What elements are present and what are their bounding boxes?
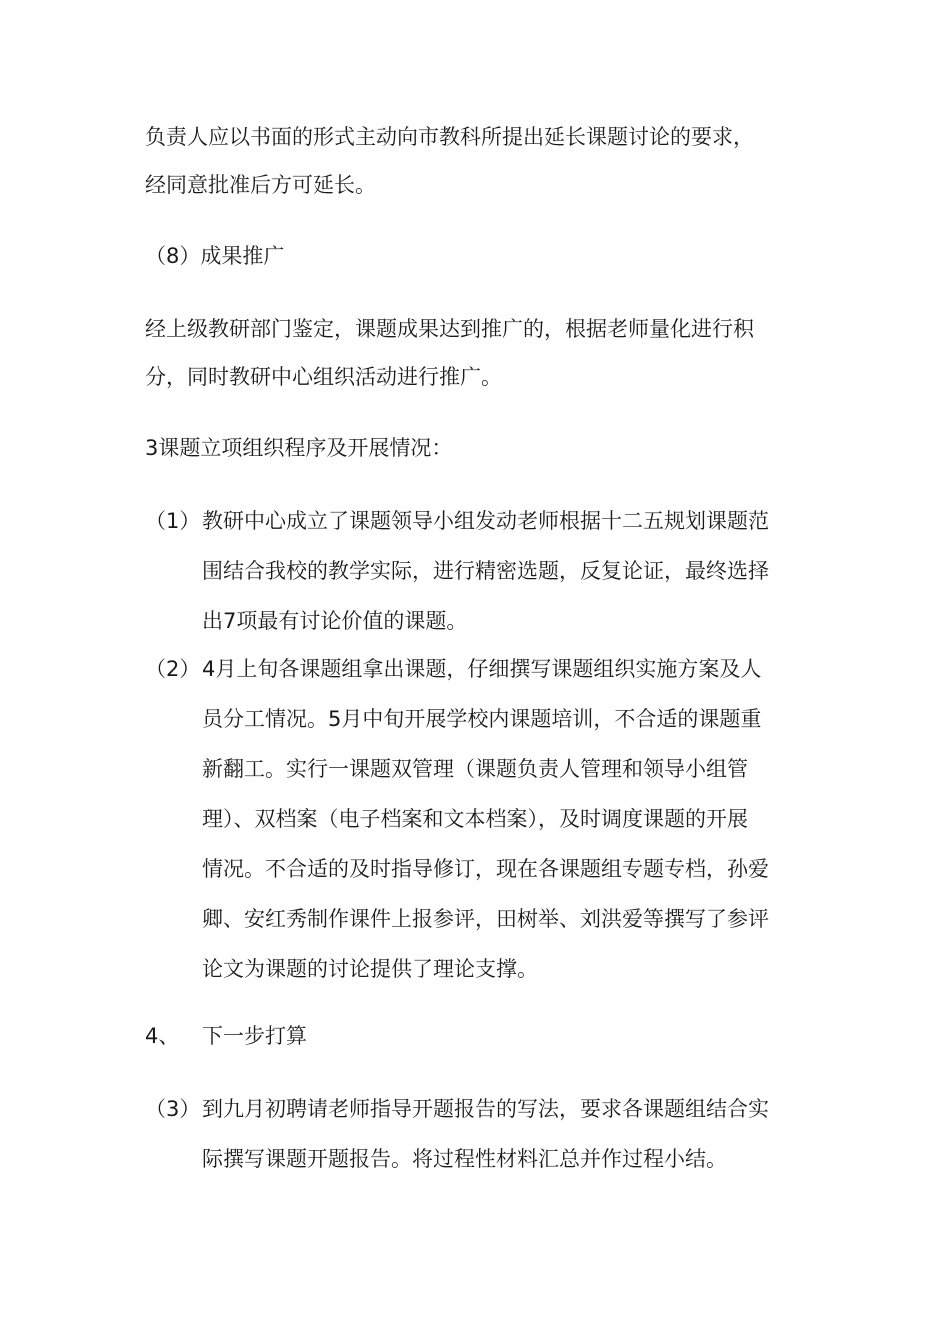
list-item-line: 卿、安红秀制作课件上报参评，田树举、刘洪爱等撰写了参评 (202, 907, 769, 931)
paragraph-line: 负责人应以书面的形式主动向市教科所提出延长课题讨论的要求， (145, 125, 754, 149)
list-item-line: 出7项最有讨论价值的课题。 (202, 609, 468, 633)
heading-marker: 4、 (145, 1024, 180, 1048)
heading-text: 下一步打算 (202, 1024, 307, 1048)
list-item-marker: （1） (145, 509, 201, 533)
heading-project-procedure: 3课题立项组织程序及开展情况： (145, 436, 453, 460)
list-item-marker: （2） (145, 657, 201, 681)
paragraph-results-promotion (145, 305, 815, 401)
paragraph-extension-requirement (145, 113, 815, 209)
paragraph-line: 经同意批准后方可延长。 (145, 173, 376, 197)
list-item-line: 到九月初聘请老师指导开题报告的写法，要求各课题组结合实 (202, 1097, 769, 1121)
list-item-line: 新翻工。实行一课题双管理（课题负责人管理和领导小组管 (202, 757, 748, 781)
heading-results-promotion: （8）成果推广 (145, 244, 285, 268)
list-item-line: 情况。不合适的及时指导修订，现在各课题组专题专档，孙爱 (202, 857, 769, 881)
list-item-body (202, 644, 815, 994)
list-item-marker: （3） (145, 1097, 201, 1121)
list-item-body (202, 1084, 815, 1184)
list-item-line: 围结合我校的教学实际，进行精密选题，反复论证，最终选择 (202, 559, 769, 583)
list-item-line: 4月上旬各课题组拿出课题，仔细撰写课题组织实施方案及人 (202, 657, 762, 681)
heading-text-wrap (202, 1011, 815, 1061)
list-item-line: 教研中心成立了课题领导小组发动老师根据十二五规划课题范 (202, 509, 769, 533)
list-item-line: 论文为课题的讨论提供了理论支撑。 (202, 957, 538, 981)
list-item-line: 理）、双档案（电子档案和文本档案），及时调度课题的开展 (202, 807, 748, 831)
paragraph-line: 分，同时教研中心组织活动进行推广。 (145, 365, 502, 389)
list-item-line: 员分工情况。5月中旬开展学校内课题培训，不合适的课题重 (202, 707, 762, 731)
list-item-line: 际撰写课题开题报告。将过程性材料汇总并作过程小结。 (202, 1147, 727, 1171)
paragraph-line: 经上级教研部门鉴定，课题成果达到推广的，根据老师量化进行积 (145, 317, 754, 341)
list-item-body (202, 496, 815, 646)
